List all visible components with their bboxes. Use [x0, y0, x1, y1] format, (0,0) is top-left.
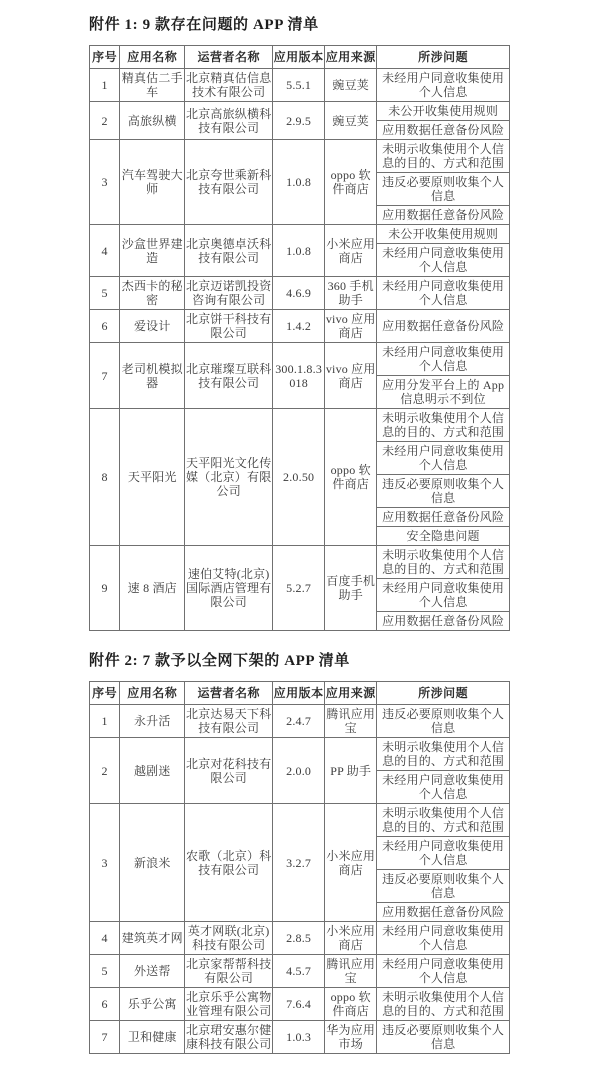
problem-item: 未经用户同意收集使用个人信息	[382, 773, 505, 801]
problem-item: 应用数据任意备份风险	[382, 614, 505, 628]
cell-version: 1.0.8	[273, 225, 325, 277]
cell-version: 1.4.2	[273, 310, 325, 343]
cell-source: 华为应用市场	[325, 1021, 377, 1054]
column-header-source: 应用来源	[325, 46, 377, 69]
cell-version: 1.0.8	[273, 140, 325, 225]
cell-version: 2.0.0	[273, 738, 325, 804]
column-header-source: 应用来源	[325, 682, 377, 705]
cell-operator: 北京乐乎公寓物业管理有限公司	[185, 988, 273, 1021]
column-header-operator: 运营者名称	[185, 682, 273, 705]
cell-version: 2.9.5	[273, 102, 325, 140]
cell-source: 小米应用商店	[325, 225, 377, 277]
column-header-version: 应用版本	[273, 46, 325, 69]
column-header-operator: 运营者名称	[185, 46, 273, 69]
table-row	[90, 343, 510, 409]
column-header-version: 应用版本	[273, 682, 325, 705]
cell-source: 360 手机助手	[325, 277, 377, 310]
cell-problems	[377, 922, 510, 955]
problem-item: 未经用户同意收集使用个人信息	[382, 924, 505, 952]
cell-seq: 4	[90, 225, 120, 277]
cell-problems	[377, 102, 510, 140]
table-row	[90, 955, 510, 988]
problems-list	[377, 343, 509, 408]
problem-item: 安全隐患问题	[406, 529, 480, 543]
problem-item: 未明示收集使用个人信息的目的、方式和范围	[377, 546, 509, 579]
cell-source: 腾讯应用宝	[325, 705, 377, 738]
cell-seq: 6	[90, 310, 120, 343]
problem-item: 未明示收集使用个人信息的目的、方式和范围	[382, 990, 505, 1018]
cell-name: 天平阳光	[120, 409, 185, 546]
cell-problems	[377, 409, 510, 546]
problems-list	[377, 140, 509, 224]
cell-version: 2.4.7	[273, 705, 325, 738]
cell-seq: 7	[90, 343, 120, 409]
table-row	[90, 1021, 510, 1054]
cell-source: 腾讯应用宝	[325, 955, 377, 988]
cell-source: vivo 应用商店	[325, 310, 377, 343]
problem-item: 应用数据任意备份风险	[382, 123, 505, 137]
problem-item: 违反必要原则收集个人信息	[382, 707, 505, 735]
cell-name: 杰西卡的秘密	[120, 277, 185, 310]
cell-seq: 9	[90, 546, 120, 631]
problems-list	[377, 69, 509, 101]
problems-list	[377, 277, 509, 309]
cell-problems	[377, 343, 510, 409]
cell-problems	[377, 225, 510, 277]
cell-seq: 3	[90, 140, 120, 225]
cell-version: 2.8.5	[273, 922, 325, 955]
problem-item: 未经用户同意收集使用个人信息	[382, 279, 505, 307]
cell-source: vivo 应用商店	[325, 343, 377, 409]
problem-item: 应用数据任意备份风险	[382, 319, 505, 333]
cell-problems	[377, 804, 510, 922]
cell-name: 老司机模拟器	[120, 343, 185, 409]
table-row	[90, 69, 510, 102]
cell-version: 5.2.7	[273, 546, 325, 631]
cell-operator: 北京对花科技有限公司	[185, 738, 273, 804]
cell-source: 豌豆荚	[325, 102, 377, 140]
table-row	[90, 225, 510, 277]
cell-seq: 5	[90, 955, 120, 988]
cell-operator: 北京璀璨互联科技有限公司	[185, 343, 273, 409]
problem-item: 未明示收集使用个人信息的目的、方式和范围	[377, 738, 509, 771]
table-row	[90, 546, 510, 631]
cell-source: 小米应用商店	[325, 922, 377, 955]
problem-item: 违反必要原则收集个人信息	[377, 870, 509, 903]
attachment1-problem-apps-table	[89, 45, 510, 631]
problems-list	[377, 705, 509, 737]
cell-version: 300.1.8.3018	[273, 343, 325, 409]
cell-version: 4.6.9	[273, 277, 325, 310]
cell-operator: 北京珺安惠尔健康科技有限公司	[185, 1021, 273, 1054]
cell-operator: 北京达易天下科技有限公司	[185, 705, 273, 738]
cell-name: 外送帮	[120, 955, 185, 988]
column-header-name: 应用名称	[120, 682, 185, 705]
table-row	[90, 922, 510, 955]
cell-seq: 2	[90, 738, 120, 804]
problem-item: 未公开收集使用规则	[377, 102, 509, 121]
table-row	[90, 705, 510, 738]
cell-seq: 8	[90, 409, 120, 546]
cell-operator: 北京迈诺凯投资咨询有限公司	[185, 277, 273, 310]
cell-problems	[377, 546, 510, 631]
cell-seq: 1	[90, 705, 120, 738]
cell-source: 百度手机助手	[325, 546, 377, 631]
cell-name: 永升活	[120, 705, 185, 738]
cell-name: 爱设计	[120, 310, 185, 343]
cell-version: 1.0.3	[273, 1021, 325, 1054]
problem-item: 应用分发平台上的 App 信息明示不到位	[382, 378, 505, 406]
cell-operator: 北京奥德卓沃科技有限公司	[185, 225, 273, 277]
column-header-name: 应用名称	[120, 46, 185, 69]
attachment-1	[89, 13, 511, 631]
cell-seq: 5	[90, 277, 120, 310]
cell-operator: 英才网联(北京)科技有限公司	[185, 922, 273, 955]
column-header-seq: 序号	[90, 682, 120, 705]
problem-item: 未明示收集使用个人信息的目的、方式和范围	[377, 804, 509, 837]
problem-item: 应用数据任意备份风险	[382, 208, 505, 222]
cell-source: oppo 软件商店	[325, 140, 377, 225]
problems-list	[377, 310, 509, 342]
cell-problems	[377, 69, 510, 102]
problem-item: 未经用户同意收集使用个人信息	[377, 579, 509, 612]
column-header-problems: 所涉问题	[377, 682, 510, 705]
cell-version: 3.2.7	[273, 804, 325, 922]
attachment-2	[89, 649, 511, 1054]
cell-source: PP 助手	[325, 738, 377, 804]
problems-list	[377, 738, 509, 803]
problem-item: 未公开收集使用规则	[377, 225, 509, 244]
problems-list	[377, 225, 509, 276]
cell-name: 建筑英才网	[120, 922, 185, 955]
problems-list	[377, 988, 509, 1020]
cell-seq: 1	[90, 69, 120, 102]
cell-name: 汽车驾驶大师	[120, 140, 185, 225]
problem-item: 违反必要原则收集个人信息	[377, 173, 509, 206]
cell-name: 速 8 酒店	[120, 546, 185, 631]
cell-source: 小米应用商店	[325, 804, 377, 922]
attachment1-title: 附件 1: 9 款存在问题的 APP 清单	[89, 17, 319, 33]
cell-name: 高旅纵横	[120, 102, 185, 140]
column-header-seq: 序号	[90, 46, 120, 69]
attachment2-removed-apps-table	[89, 681, 510, 1054]
cell-name: 乐乎公寓	[120, 988, 185, 1021]
cell-operator: 北京家帮帮科技有限公司	[185, 955, 273, 988]
problem-item: 未经用户同意收集使用个人信息	[382, 246, 505, 274]
cell-name: 新浪米	[120, 804, 185, 922]
problems-list	[377, 922, 509, 954]
problem-item: 未经用户同意收集使用个人信息	[377, 343, 509, 376]
cell-problems	[377, 277, 510, 310]
problem-item: 应用数据任意备份风险	[382, 905, 505, 919]
cell-operator: 速伯艾特(北京)国际酒店管理有限公司	[185, 546, 273, 631]
cell-name: 越剧迷	[120, 738, 185, 804]
cell-name: 沙盒世界建造	[120, 225, 185, 277]
table-row	[90, 988, 510, 1021]
table-row	[90, 277, 510, 310]
cell-problems	[377, 955, 510, 988]
problem-item: 未明示收集使用个人信息的目的、方式和范围	[377, 409, 509, 442]
problem-item: 违反必要原则收集个人信息	[377, 475, 509, 508]
cell-operator: 北京饼干科技有限公司	[185, 310, 273, 343]
problems-list	[377, 1021, 509, 1053]
cell-problems	[377, 705, 510, 738]
cell-problems	[377, 738, 510, 804]
cell-problems	[377, 140, 510, 225]
cell-name: 卫和健康	[120, 1021, 185, 1054]
problem-item: 违反必要原则收集个人信息	[382, 1023, 505, 1051]
cell-name: 精真估二手车	[120, 69, 185, 102]
cell-version: 2.0.50	[273, 409, 325, 546]
cell-operator: 北京高旅纵横科技有限公司	[185, 102, 273, 140]
cell-version: 5.5.1	[273, 69, 325, 102]
attachment2-title: 附件 2: 7 款予以全网下架的 APP 清单	[89, 653, 350, 669]
cell-seq: 7	[90, 1021, 120, 1054]
problem-item: 未经用户同意收集使用个人信息	[377, 837, 509, 870]
cell-seq: 4	[90, 922, 120, 955]
problem-item: 未经用户同意收集使用个人信息	[382, 71, 505, 99]
column-header-problems: 所涉问题	[377, 46, 510, 69]
cell-source: oppo 软件商店	[325, 409, 377, 546]
table-row	[90, 140, 510, 225]
problems-list	[377, 102, 509, 139]
cell-problems	[377, 988, 510, 1021]
cell-seq: 3	[90, 804, 120, 922]
cell-operator: 天平阳光文化传媒（北京）有限公司	[185, 409, 273, 546]
problem-item: 未经用户同意收集使用个人信息	[377, 442, 509, 475]
problem-item: 未经用户同意收集使用个人信息	[382, 957, 505, 985]
cell-version: 4.5.7	[273, 955, 325, 988]
problems-list	[377, 955, 509, 987]
table-row	[90, 409, 510, 546]
problems-list	[377, 804, 509, 921]
table-row	[90, 102, 510, 140]
table-row	[90, 738, 510, 804]
cell-source: 豌豆荚	[325, 69, 377, 102]
cell-source: oppo 软件商店	[325, 988, 377, 1021]
cell-operator: 北京精真估信息技术有限公司	[185, 69, 273, 102]
problem-item: 应用数据任意备份风险	[377, 508, 509, 527]
cell-seq: 2	[90, 102, 120, 140]
problems-list	[377, 546, 509, 630]
cell-operator: 北京夸世乘新科技有限公司	[185, 140, 273, 225]
table-row	[90, 804, 510, 922]
cell-problems	[377, 310, 510, 343]
problem-item: 未明示收集使用个人信息的目的、方式和范围	[377, 140, 509, 173]
header-row	[90, 46, 510, 69]
problems-list	[377, 409, 509, 545]
table-row	[90, 310, 510, 343]
header-row	[90, 682, 510, 705]
cell-version: 7.6.4	[273, 988, 325, 1021]
cell-operator: 农歌（北京）科技有限公司	[185, 804, 273, 922]
cell-problems	[377, 1021, 510, 1054]
cell-seq: 6	[90, 988, 120, 1021]
